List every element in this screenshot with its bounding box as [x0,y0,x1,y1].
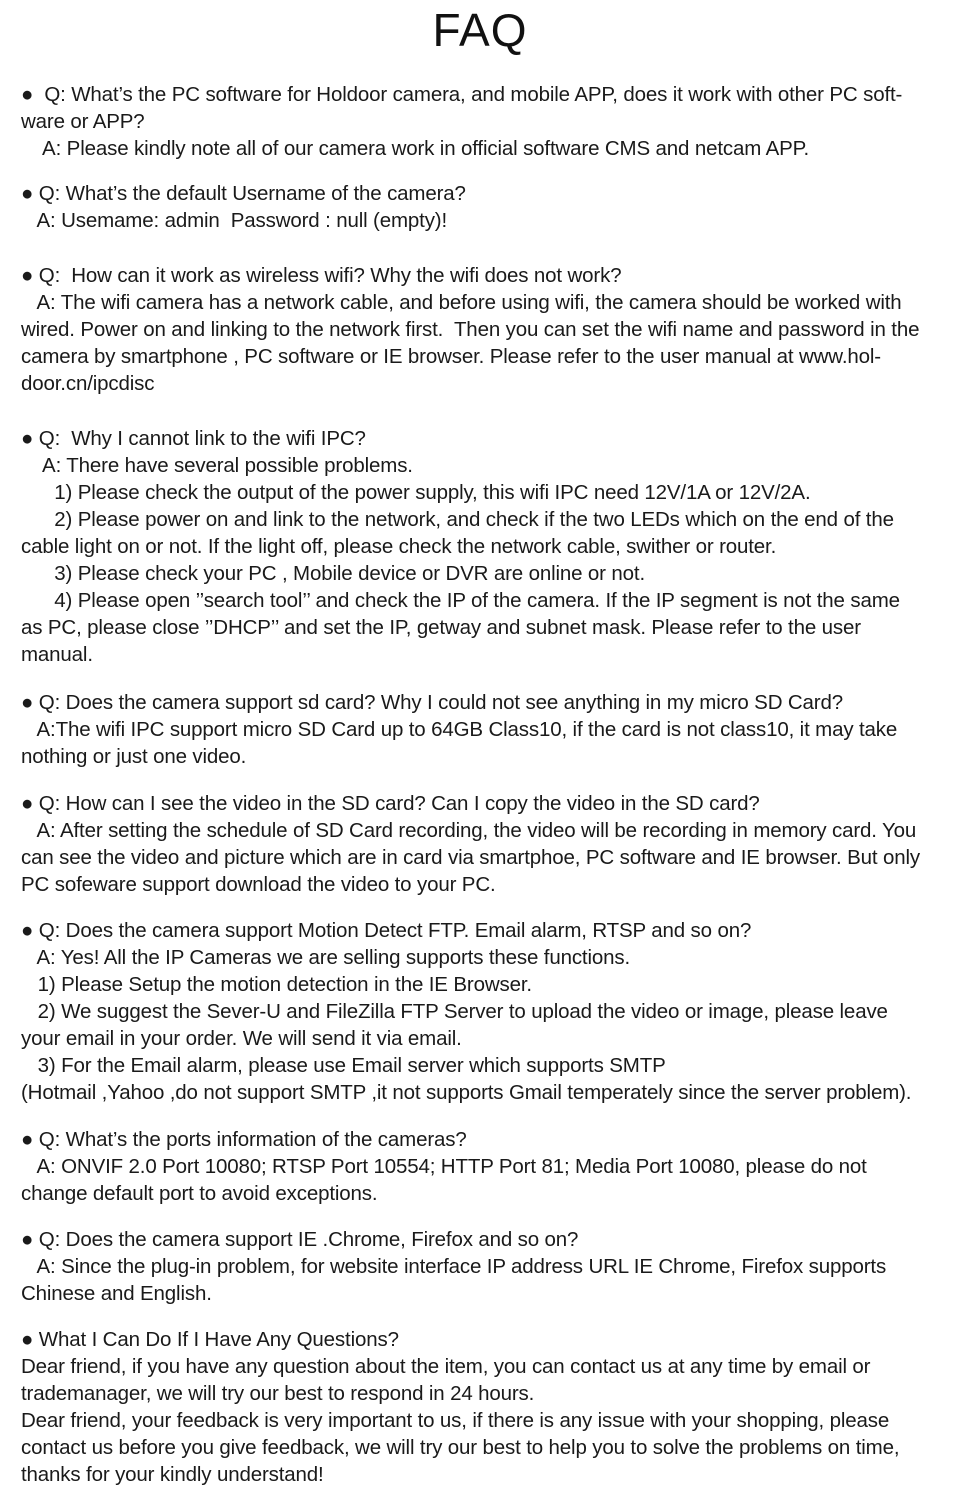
faq-line: camera by smartphone , PC software or IE browser. Please refer to the user manual at www.hol- [21,345,881,368]
faq-line: nothing or just one video. [21,745,247,768]
faq-line: contact us before you give feedback, we will try our best to help you to solve the problems on time, [21,1436,900,1459]
faq-line: ● Q: Why I cannot link to the wifi IPC? [21,427,366,450]
faq-line: A: Please kindly note all of our camera work in official software CMS and netcam APP. [21,137,810,160]
faq-line: can see the video and picture which are in card via smartphoe, PC software and IE browser. But only [21,846,921,869]
faq-line: your email in your order. We will send it via email. [21,1027,462,1050]
faq-line: ● Q: What’s the ports information of the cameras? [21,1128,467,1151]
faq-line: trademanager, we will try our best to respond in 24 hours. [21,1382,535,1405]
faq-line: 4) Please open ’’search tool’’ and check the IP of the camera. If the IP segment is not the same [21,589,900,612]
page-title: FAQ [432,4,528,56]
faq-line: 2) Please power on and link to the network, and check if the two LEDs which on the end of the [21,508,894,531]
faq-line: PC sofeware support download the video to your PC. [21,873,496,896]
faq-line: A: Yes! All the IP Cameras we are selling supports these functions. [21,946,631,969]
faq-line: 3) Please check your PC , Mobile device or DVR are online or not. [21,562,645,585]
faq-line: (Hotmail ,Yahoo ,do not support SMTP ,it not supports Gmail temperately since the server problem). [21,1081,912,1104]
faq-line: ware or APP? [21,110,145,133]
faq-line: ● Q: Does the camera support sd card? Why I could not see anything in my micro SD Card? [21,691,843,714]
faq-line: ● Q: How can I see the video in the SD card? Can I copy the video in the SD card? [21,792,760,815]
faq-line: ● What I Can Do If I Have Any Questions? [21,1328,399,1351]
faq-line: wired. Power on and linking to the network first. Then you can set the wifi name and password in the [21,318,920,341]
faq-line: ● Q: What’s the default Username of the camera? [21,182,466,205]
faq-line: ● Q: How can it work as wireless wifi? Why the wifi does not work? [21,264,622,287]
faq-line: 3) For the Email alarm, please use Email server which supports SMTP [21,1054,666,1077]
faq-line: A: Usemame: admin Password : null (empty)! [21,209,448,232]
faq-line: door.cn/ipcdisc [21,372,155,395]
faq-line: 1) Please check the output of the power supply, this wifi IPC need 12V/1A or 12V/2A. [21,481,811,504]
faq-line: Dear friend, if you have any question about the item, you can contact us at any time by email or [21,1355,871,1378]
faq-line: cable light on or not. If the light off, please check the network cable, swither or router. [21,535,777,558]
faq-line: A: Since the plug-in problem, for website interface IP address URL IE Chrome, Firefox supports [21,1255,887,1278]
faq-line: A: After setting the schedule of SD Card recording, the video will be recording in memory card. You [21,819,917,842]
faq-line: Chinese and English. [21,1282,212,1305]
faq-line: A:The wifi IPC support micro SD Card up to 64GB Class10, if the card is not class10, it may take [21,718,898,741]
faq-line: as PC, please close ’’DHCP’’ and set the IP, getway and subnet mask. Please refer to the user [21,616,861,639]
faq-line: ● Q: Does the camera support Motion Detect FTP. Email alarm, RTSP and so on? [21,919,752,942]
faq-line: Dear friend, your feedback is very important to us, if there is any issue with your shopping, please [21,1409,890,1432]
faq-line: 2) We suggest the Sever-U and FileZilla FTP Server to upload the video or image, please leave [21,1000,888,1023]
faq-line: A: ONVIF 2.0 Port 10080; RTSP Port 10554; HTTP Port 81; Media Port 10080, please do not [21,1155,867,1178]
faq-line: manual. [21,643,93,666]
faq-line: 1) Please Setup the motion detection in the IE Browser. [21,973,532,996]
faq-line: ● Q: What’s the PC software for Holdoor camera, and mobile APP, does it work with other PC soft- [21,83,903,106]
faq-line: A: There have several possible problems. [21,454,413,477]
faq-line: ● Q: Does the camera support IE .Chrome, Firefox and so on? [21,1228,579,1251]
faq-line: A: The wifi camera has a network cable, and before using wifi, the camera should be worked with [21,291,902,314]
faq-line: change default port to avoid exceptions. [21,1182,378,1205]
faq-line: thanks for your kindly understand! [21,1463,324,1486]
